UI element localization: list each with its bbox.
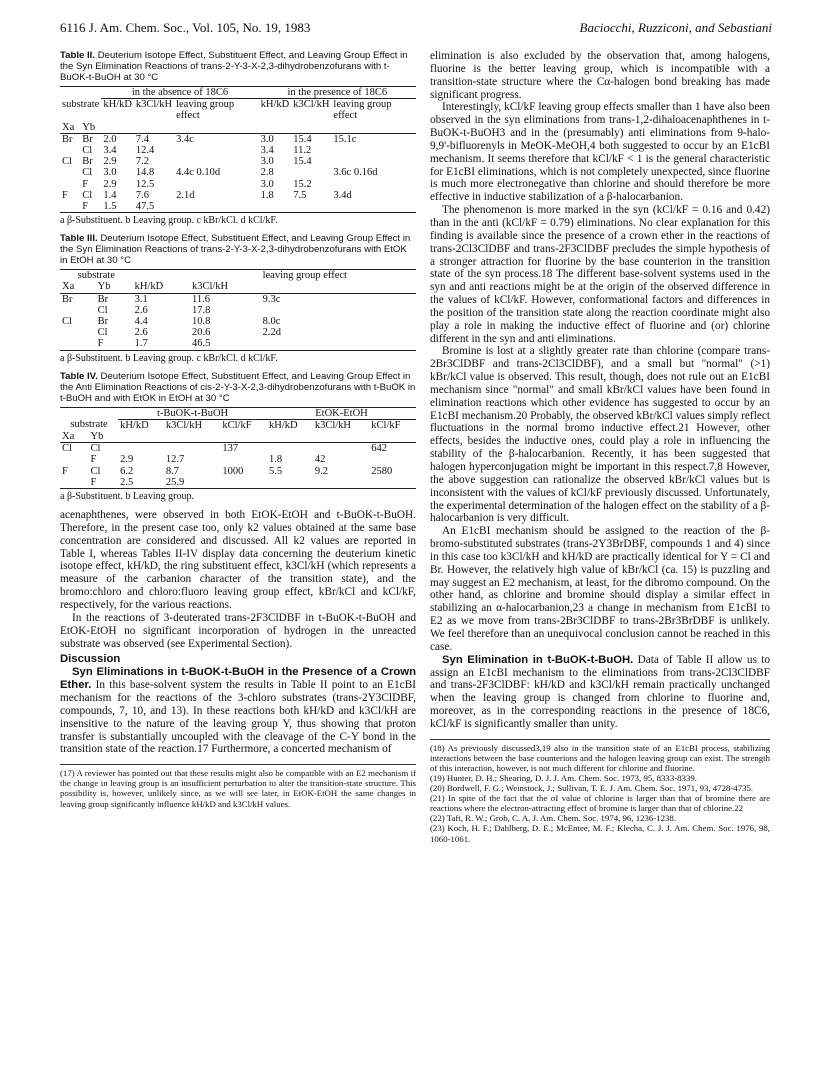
table-cell: 2.0 (103, 133, 117, 145)
table2-caption (60, 50, 416, 83)
table-row (60, 454, 416, 465)
running-head-left: 6116 J. Am. Chem. Soc., Vol. 105, No. 19, 1983 (60, 20, 311, 35)
table3-col-kh: kH/kD (133, 281, 190, 293)
table3-col-y: Yb (96, 281, 133, 293)
right-paragraph-2: Interestingly, kCl/kF leaving group effects smaller than 1 have also been observed in the syn eliminations from trans-1,2-dihaloacenaphthenes in t-BuOK-t-BuOH3 and in the (presumably) anti eliminations from 9-halo-9,9'-bifluorenyls in MeOK-MeOH,4 both suggested to occur by an E1cBI mechanism. It seems therefore that kCl/kF < 1 is the general characteristic for E1cBI eliminations, which is not completely unexpected, since fluorine is much more electronegative than chlorine and should therefore be more effective in inductive stabilization of a β-halocarbanion. (430, 101, 770, 204)
table-cell (291, 167, 331, 178)
table2-group-absence: in the absence of 18C6 (101, 87, 258, 99)
table-cell (369, 454, 416, 465)
table-cell: 3.0 (103, 167, 117, 179)
table-cell: 14.8 (135, 167, 155, 179)
table-cell: Cl (62, 443, 72, 455)
table-cell: 7.5 (293, 189, 307, 201)
table-cell (60, 201, 80, 213)
table-cell: F (82, 178, 89, 190)
table-cell (261, 338, 416, 350)
table-cell: Br (62, 133, 73, 145)
table-cell: 1.5 (101, 201, 134, 213)
table-cell (291, 201, 331, 213)
table-cell: F (62, 189, 68, 201)
table-cell: 25.9 (164, 477, 220, 489)
table3-body (60, 293, 416, 350)
table-cell: 3.6c 0.16d (333, 167, 378, 179)
table-cell (331, 179, 416, 190)
table4-caption-text: Deuterium Isotope Effect, Substituent Effect, and Leaving Group Effect in the Anti Elimination Reactions of cis-2-Y-3-X-2,3-dihydrobenzofurans with t-BuOK in t-BuOH and with EtOK in EtOH at 30 °C (60, 370, 416, 404)
table-cell: Br (97, 316, 109, 328)
table-cell: 2.2d (262, 327, 281, 339)
table-row (60, 327, 416, 338)
table4-col-kcl: kCl/kF (222, 419, 252, 431)
right-paragraph-6 (430, 654, 770, 731)
table-cell: 6.2 (120, 465, 134, 477)
table-cell (174, 179, 259, 190)
table-row (60, 190, 416, 201)
table-cell: 3.4 (103, 145, 117, 157)
table-cell (60, 327, 96, 338)
table2-group-presence: in the presence of 18C6 (259, 87, 416, 99)
running-head-right: Baciocchi, Ruzziconi, and Sebastiani (579, 20, 772, 35)
table-cell: 4.4 (134, 316, 148, 328)
syn-crown-heading: Syn Eliminations in t-BuOK-t-BuOH in the Presence of a Crown Ether. (60, 666, 416, 692)
table3-col-k3cl: k3Cl/kH (190, 281, 261, 293)
table-cell: Cl (82, 189, 93, 201)
right-paragraph-4: Bromine is lost at a slightly greater rate than chlorine (compare trans-2Br3ClDBF and trans-2Cl3ClDBF), and a small but "normal" (>1) kBr/kCl value is observed. This result, though, does not rule out an E1cBI mechanism since "normal" and small kBr/kCl values have been found in elimination reactions which other evidence has suggested to occur by an E1cBI mechanism.20 Probably, the observed kBr/kCl values simply reflect fluctuations in the normal bromo inductive effect.21 However, other effects, besides the inductive ones, could play a role in influencing the stability of the β-halocarbanion. Recently, it has been suggested that halogen hyperconjugation might be important in this respect.7,8 However, the above suggestion can rationalize the observed kBr/kCl values but is inconsistent with the values of kCl/kF previously discussed. Unfortunately, the experimental determination of the halogen effect on the stability of a β-halocarbanion is very difficult. (430, 345, 770, 525)
table2-caption-text: Deuterium Isotope Effect, Substituent Effect, and Leaving Group Effect in the Syn Elimination Reactions of trans-2-Y-3-X-2,3-dihydrobenzofurans with t-BuOK-t-BuOH at 30 °C (60, 50, 408, 83)
right-paragraph-6-text: Data of Table II allow us to assign an E1cBI mechanism to the eliminations from trans-2Cl3ClDBF and trans-2F3ClDBF: kH/kD and k3Cl/kH remain practically unchanged when the leaving group is changed from chlorine to fluorine and, moreover, as in the corresponding reactions in the presence of 18C6, kCl/kF is significantly smaller than unity. (430, 653, 771, 730)
table4-col-kh: kH/kD (120, 419, 149, 431)
table-cell (60, 167, 80, 178)
table-cell (60, 338, 96, 350)
table-cell: 3.0 (260, 178, 274, 190)
table-cell: 15.2 (293, 178, 312, 190)
table-cell (118, 443, 164, 455)
table-row (60, 179, 416, 190)
table2-col-x: Xa (60, 122, 80, 134)
table-row (60, 156, 416, 167)
table4-col-x: Xa (60, 431, 89, 443)
right-paragraph-1: elimination is also excluded by the observation that, among halogens, fluorine is the better leaving group, which is incompatible with a transition-state structure where the Cα-halogen bond breaking has made significant progress. (430, 50, 770, 101)
table-cell (331, 201, 416, 213)
table-cell: 4.4c 0.10d (176, 167, 221, 179)
table-cell: 642 (371, 443, 388, 455)
table-cell (174, 145, 259, 156)
table-cell: Cl (82, 167, 93, 179)
table-cell (174, 156, 259, 167)
table3-col-lg: leaving group effect (261, 270, 416, 282)
table-cell: 9.3c (262, 293, 281, 305)
page-header (60, 20, 772, 40)
table3-label: Table III. (60, 233, 98, 245)
left-paragraph-1: acenaphthenes, were observed in both EtOK-EtOH and t-BuOK-t-BuOH. Therefore, in the present case too, only k2 values obtained at the same base concentration are considered and discussed. All k2 values are reported in Table I, whereas Tables II-IV display data concerning the deuterium kinetic isotope effect, kH/kD, the ring substituent effect, k3Cl/kH (which represents a measure of the carbanion character of the transition state), and the bromo:chloro and chloro:fluoro leaving group effect, kBr/kCl and kCl/kF, respectively, for the various reactions. (60, 509, 416, 611)
table-cell: Cl (97, 304, 108, 316)
table-cell (267, 477, 313, 489)
table3 (60, 269, 416, 350)
table4-group-etoh: EtOK-EtOH (267, 407, 416, 419)
table-row (60, 305, 416, 316)
table-row (60, 145, 416, 156)
right-paragraph-5: An E1cBI mechanism should be assigned to the reaction of the β-bromo-substituted substrates (trans-2Y3BrDBF, compounds 1 and 4) since in this case too k3Cl/kH and kH/kD are practically identical for Y = Cl and Br. However, the relatively high value of kBr/kCl (ca. 15) is puzzling and may suggest an E2 mechanism, at least, for the dibromo compound. On the other hand, as chlorine and bromine should display a similar effect in stabilizing an α-halocarbanion,23 a change in mechanism from E1cBI to E2 as we move from trans-2Br3ClDBF to trans-2Br3BrDBF is unlikely. We feel therefore than an unequivocal conclusion cannot be reached in this case. (430, 525, 770, 653)
table-cell: 2.6 (134, 327, 148, 339)
table-cell: 1000 (222, 465, 244, 477)
table-cell: 12.7 (165, 454, 185, 466)
table4 (60, 407, 416, 489)
table-cell: 5.5 (269, 465, 283, 477)
table-cell: 20.6 (191, 327, 211, 339)
table2-col-kh-2: kH/kD (260, 99, 290, 111)
footnote-19: (19) Hunter, D. H.; Shearing, D. J. J. Am. Chem. Soc. 1973, 95, 8333-8339. (430, 773, 697, 783)
table2-col-k3cl: k3Cl/kH (135, 99, 173, 111)
table-cell: 12.5 (135, 178, 155, 190)
table-cell: 1.7 (133, 338, 190, 350)
table2-label: Table II. (60, 50, 96, 61)
table-cell: Br (82, 133, 93, 145)
table-row (60, 338, 416, 350)
left-paragraph-3-text: In this base-solvent system the results in Table II point to an E1cBI mechanism for the reactions of the 3-chloro substrates (trans-2Y3ClDBF, compounds, 7, 10, and 13). In these reactions both kH/kD and k3Cl/kH are insensitive to the nature of the leaving group Y, thus showing that proton transfer is substantially uncoupled with the cleavage of the C-Y bond in the transition state of the reaction.17 Furthermore, a concerted mechanism of (60, 679, 416, 756)
table-row (60, 167, 416, 178)
table-cell (60, 477, 89, 489)
table-cell: 3.0 (260, 133, 274, 145)
table-cell: Cl (90, 465, 101, 477)
table2-col-lg-2: leaving group effect (333, 99, 392, 122)
table3-footnote: a β-Substituent. b Leaving group. c kBr/kCl. d kCl/kF. (60, 352, 278, 364)
left-paragraph-2: In the reactions of 3-deuterated trans-2F3ClDBF in t-BuOK-t-BuOH and EtOK-EtOH no significant incorporation of hydrogen in the unreacted substrate was observed (see Experimental Section). (60, 611, 416, 650)
table-cell: 3.4c (176, 133, 194, 145)
table-row (60, 316, 416, 327)
left-column (60, 50, 416, 809)
left-paragraph-3 (60, 666, 416, 756)
table-cell: 2.5 (118, 477, 164, 489)
table-cell (267, 443, 313, 455)
table2-col-kh: kH/kD (103, 99, 132, 111)
table-cell (220, 454, 267, 465)
table-row (60, 201, 416, 213)
table-cell (259, 201, 292, 213)
table-cell: 7.2 (135, 156, 150, 168)
table-cell: 7.6 (135, 189, 150, 201)
table3-col-substrate: substrate (60, 270, 133, 282)
table-cell: 11.2 (293, 145, 312, 157)
table-cell (369, 477, 416, 489)
table-cell: F (62, 465, 68, 477)
table-cell: 2.1d (176, 189, 195, 201)
table-cell (174, 201, 259, 213)
table-cell: 2.9 (103, 156, 117, 168)
table-cell (313, 477, 369, 489)
table4-col-kh-2: kH/kD (269, 419, 298, 431)
footnote-17: (17) A reviewer has pointed out that these results might also be compatible with an E2 mechanism if the change in leaving group is an insufficient perturbation to alter the transition-state structure. This possibility is, however, unlikely since, as we will see later, in EtOK-EtOH the same changes in leaving group significantly influence kH/kD and k3Cl/kH values. (60, 768, 416, 809)
table3-caption-text: Deuterium Isotope Effect, Substituent Effect, and Leaving Group Effect in the Syn Elimination Reactions of trans-2-Y-3-X-2,3-dihydrobenzofurans with EtOK in EtOH at 30 °C (60, 233, 411, 267)
table-cell: Cl (62, 316, 72, 328)
table-cell (331, 156, 416, 167)
table4-caption (60, 371, 416, 404)
table-cell: 3.4 (260, 145, 274, 157)
footnote-23: (23) Koch, H. F.; Dahlberg, D. E.; McEntee, M. F.; Klecha, C. J. J. Am. Chem. Soc. 1976, 98, 1060-1061. (430, 823, 770, 844)
table-cell: 7.4 (135, 133, 150, 145)
table-cell: 2.8 (260, 167, 274, 179)
table4-body (60, 443, 416, 489)
table-row (60, 477, 416, 489)
table4-group-tbu: t-BuOK-t-BuOH (118, 407, 267, 419)
table-cell: 1.8 (269, 454, 283, 466)
table-cell (331, 145, 416, 156)
table2-col-substrate: substrate (62, 98, 100, 110)
table-row (60, 293, 416, 305)
table3-col-x: Xa (60, 281, 96, 293)
table-cell: 12.4 (135, 145, 155, 157)
table-cell: 42 (314, 454, 326, 466)
table2-col-lg: leaving group effect (176, 99, 235, 122)
right-paragraph-3: The phenomenon is more marked in the syn (kCl/kF = 0.16 and 0.42) than in the anti (kCl/kF = 0.79) eliminations. No clear explanation for this finding is available since the presence of a crown ether in the reactions of trans-2Cl3ClDBF and trans-2F3ClDBF precludes the simple hypothesis of a stronger attraction for fluorine by the base counterion in the transition state of the syn process.18 The different base-solvent systems used in the syn and anti reactions might be at the origin of the observed difference in the values of kCl/kF. However, conformational factors and differences in the position of the transition state along the reaction coordinate might also play a role in making the inductive effect of fluorine and (or) chlorine different in the syn and anti eliminations. (430, 204, 770, 345)
table4-col-substrate: substrate (70, 419, 108, 431)
table-cell: F (80, 201, 101, 213)
table-cell: 137 (222, 443, 239, 455)
table4-col-kcl-2: kCl/kF (371, 419, 401, 431)
table-cell: 8.0c (262, 316, 281, 328)
table-cell: 15.4 (293, 133, 312, 145)
table-cell: 2580 (371, 465, 393, 477)
table-cell: 3.4d (333, 189, 352, 201)
table-cell: F (89, 477, 119, 489)
table-cell (60, 145, 80, 156)
table-cell: 1.4 (103, 189, 117, 201)
table-cell: 46.5 (190, 338, 261, 350)
footnote-20: (20) Bordwell, F. G.; Weinstock, J.; Sullivan, T. E. J. Am. Chem. Soc. 1971, 93, 4728-4735. (430, 783, 754, 794)
table-cell: Cl (62, 156, 72, 168)
table-cell: 10.8 (191, 316, 211, 328)
table2 (60, 86, 416, 213)
table2-body (60, 133, 416, 212)
table3-caption (60, 233, 416, 266)
table-cell (313, 443, 369, 455)
table-cell: Br (97, 293, 109, 305)
footnote-21: (21) In spite of the fact that the σI value of chlorine is larger than that of bromine there are reactions where the electron-attracting effect of bromine is larger than that of chlorine.22 (430, 793, 770, 814)
table-cell: 1.8 (260, 189, 274, 201)
table-cell: 47.5 (134, 201, 174, 213)
table-cell (220, 477, 267, 489)
table-cell: 3.1 (134, 293, 148, 305)
footnote-18: (18) As previously discussed3,19 also in the transition state of an E1cBI process, stabilizing interactions between the base counterions and the halogen leaving group can exist. The strength of this interaction, however, is not much different for chlorine and fluorine. (430, 742, 770, 773)
table4-col-k3cl: k3Cl/kH (165, 419, 203, 431)
right-footnote-rule (430, 739, 770, 740)
table-row (60, 133, 416, 145)
table-cell: 15.1c (333, 133, 357, 145)
table-cell: 9.2 (314, 465, 328, 477)
footnote-22: (22) Taft, R. W.; Grob, C. A. J. Am. Chem. Soc. 1974, 96, 1236-1238. (430, 813, 677, 824)
left-footnote-rule (60, 764, 416, 765)
table-row (60, 443, 416, 455)
table-cell: 15.4 (293, 156, 312, 168)
table-cell (60, 179, 80, 190)
table-cell (261, 305, 416, 316)
table-cell: 17.8 (191, 304, 211, 316)
table-row (60, 466, 416, 477)
table-cell: 3.0 (260, 156, 274, 168)
table-cell (164, 443, 220, 455)
table-cell: Cl (90, 443, 101, 455)
right-column (430, 50, 770, 844)
table4-footnote: a β-Substituent. b Leaving group. (60, 491, 194, 503)
table2-col-k3cl-2: k3Cl/kH (293, 99, 330, 111)
syn-tbu-heading: Syn Elimination in t-BuOK-t-BuOH. (442, 653, 634, 666)
table4-col-y: Yb (89, 431, 119, 443)
table-cell: 8.7 (165, 465, 180, 477)
table-cell: F (96, 338, 133, 350)
table-cell: 2.6 (134, 304, 148, 316)
table-cell: 2.9 (103, 178, 117, 190)
table4-label: Table IV. (60, 370, 98, 382)
table-cell: Cl (82, 145, 93, 157)
table-cell (60, 305, 96, 316)
table-cell (60, 454, 89, 465)
table-cell: Cl (97, 327, 108, 339)
table-cell: 11.6 (191, 293, 210, 305)
table2-col-y: Yb (80, 122, 101, 134)
table2-footnote: a β-Substituent. b Leaving group. c kBr/kCl. d kCl/kF. (60, 215, 278, 227)
table-cell: F (90, 454, 97, 466)
discussion-heading: Discussion (60, 653, 121, 666)
table-cell: Br (82, 156, 93, 168)
table-cell: 2.9 (120, 454, 134, 466)
table4-col-k3cl-2: k3Cl/kH (314, 419, 351, 431)
table-cell: Br (62, 293, 73, 305)
